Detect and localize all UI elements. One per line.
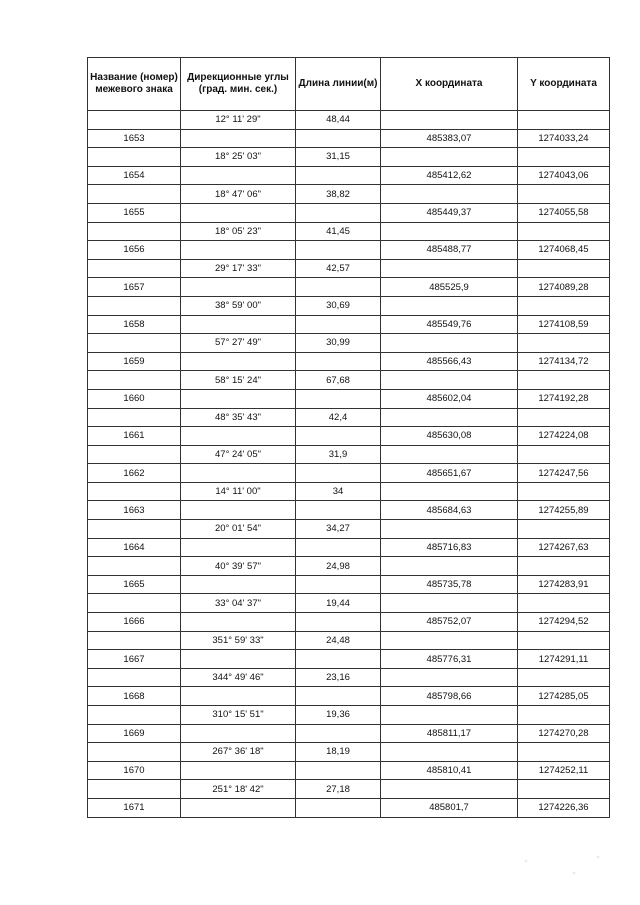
table-row xyxy=(88,148,610,167)
cell-length: 19,36 xyxy=(296,706,381,725)
cell-y: 1274291,11 xyxy=(518,650,610,669)
cell-x: 485810,41 xyxy=(381,761,518,780)
cell-name xyxy=(88,222,181,241)
cell-name: 1667 xyxy=(88,650,181,669)
cell-x: 485735,78 xyxy=(381,575,518,594)
cell-length xyxy=(296,315,381,334)
cell-name xyxy=(88,706,181,725)
cell-length: 23,16 xyxy=(296,668,381,687)
cell-length: 31,15 xyxy=(296,148,381,167)
cell-y xyxy=(518,222,610,241)
cell-length xyxy=(296,278,381,297)
cell-name: 1663 xyxy=(88,501,181,520)
cell-y: 1274255,89 xyxy=(518,501,610,520)
cell-length xyxy=(296,724,381,743)
cell-x: 485798,66 xyxy=(381,687,518,706)
cell-y xyxy=(518,780,610,799)
cell-length xyxy=(296,538,381,557)
cell-angle xyxy=(181,129,296,148)
cell-length xyxy=(296,241,381,260)
cell-y: 1274226,36 xyxy=(518,798,610,817)
table-row xyxy=(88,613,610,632)
cell-angle: 48° 35' 43" xyxy=(181,408,296,427)
cell-angle: 12° 11' 29" xyxy=(181,111,296,130)
cell-y xyxy=(518,148,610,167)
cell-x: 485412,62 xyxy=(381,166,518,185)
cell-length xyxy=(296,352,381,371)
table-row xyxy=(88,222,610,241)
cell-name xyxy=(88,111,181,130)
cell-length: 31,9 xyxy=(296,445,381,464)
cell-x: 485776,31 xyxy=(381,650,518,669)
cell-angle xyxy=(181,427,296,446)
cell-length: 67,68 xyxy=(296,371,381,390)
header-angle: Дирекционные углы (град. мин. сек.) xyxy=(181,58,296,111)
cell-x xyxy=(381,668,518,687)
cell-angle xyxy=(181,278,296,297)
table-header-row xyxy=(88,58,610,111)
cell-length: 34 xyxy=(296,482,381,501)
cell-angle: 310° 15' 51" xyxy=(181,706,296,725)
cell-name xyxy=(88,408,181,427)
cell-length: 30,99 xyxy=(296,334,381,353)
cell-x xyxy=(381,408,518,427)
cell-angle: 351° 59' 33" xyxy=(181,631,296,650)
cell-angle xyxy=(181,687,296,706)
table-row xyxy=(88,259,610,278)
cell-angle: 58° 15' 24" xyxy=(181,371,296,390)
cell-length xyxy=(296,798,381,817)
cell-length: 41,45 xyxy=(296,222,381,241)
cell-y: 1274068,45 xyxy=(518,241,610,260)
cell-x: 485811,17 xyxy=(381,724,518,743)
cell-angle: 57° 27' 49" xyxy=(181,334,296,353)
cell-x xyxy=(381,706,518,725)
cell-name: 1660 xyxy=(88,389,181,408)
cell-angle: 29° 17' 33" xyxy=(181,259,296,278)
cell-x xyxy=(381,520,518,539)
cell-length xyxy=(296,166,381,185)
cell-name: 1671 xyxy=(88,798,181,817)
cell-y xyxy=(518,706,610,725)
cell-name xyxy=(88,334,181,353)
cell-name xyxy=(88,780,181,799)
cell-y: 1274283,91 xyxy=(518,575,610,594)
cell-x xyxy=(381,222,518,241)
cell-length: 30,69 xyxy=(296,296,381,315)
cell-x xyxy=(381,594,518,613)
cell-y: 1274043,06 xyxy=(518,166,610,185)
cell-x: 485752,07 xyxy=(381,613,518,632)
table-row xyxy=(88,296,610,315)
table-row xyxy=(88,111,610,130)
cell-x xyxy=(381,371,518,390)
cell-name: 1655 xyxy=(88,203,181,222)
cell-angle xyxy=(181,315,296,334)
cell-y xyxy=(518,594,610,613)
cell-angle xyxy=(181,538,296,557)
cell-length xyxy=(296,687,381,706)
cell-length xyxy=(296,203,381,222)
cell-y xyxy=(518,334,610,353)
cell-length: 24,98 xyxy=(296,557,381,576)
cell-length: 27,18 xyxy=(296,780,381,799)
cell-y xyxy=(518,259,610,278)
cell-name xyxy=(88,185,181,204)
header-x: X координата xyxy=(381,58,518,111)
cell-y: 1274267,63 xyxy=(518,538,610,557)
cell-name xyxy=(88,743,181,762)
table-row xyxy=(88,371,610,390)
cell-angle: 20° 01' 54" xyxy=(181,520,296,539)
cell-x xyxy=(381,259,518,278)
cell-name: 1669 xyxy=(88,724,181,743)
cell-angle: 47° 24' 05" xyxy=(181,445,296,464)
cell-angle xyxy=(181,761,296,780)
cell-name xyxy=(88,668,181,687)
cell-name: 1654 xyxy=(88,166,181,185)
table-row xyxy=(88,482,610,501)
cell-name xyxy=(88,148,181,167)
cell-y: 1274055,58 xyxy=(518,203,610,222)
cell-length: 34,27 xyxy=(296,520,381,539)
table-row xyxy=(88,241,610,260)
cell-y xyxy=(518,668,610,687)
cell-x xyxy=(381,111,518,130)
cell-angle: 18° 47' 06" xyxy=(181,185,296,204)
cell-x xyxy=(381,780,518,799)
table-body xyxy=(88,111,610,818)
cell-name: 1656 xyxy=(88,241,181,260)
table-row xyxy=(88,575,610,594)
table-row xyxy=(88,706,610,725)
cell-y xyxy=(518,408,610,427)
cell-x: 485716,83 xyxy=(381,538,518,557)
table-row xyxy=(88,129,610,148)
cell-x: 485602,04 xyxy=(381,389,518,408)
cell-y: 1274270,28 xyxy=(518,724,610,743)
cell-y xyxy=(518,111,610,130)
cell-length xyxy=(296,761,381,780)
cell-length xyxy=(296,389,381,408)
cell-angle xyxy=(181,501,296,520)
cell-x: 485383,07 xyxy=(381,129,518,148)
table-row xyxy=(88,389,610,408)
cell-length xyxy=(296,427,381,446)
cell-x xyxy=(381,557,518,576)
cell-angle xyxy=(181,352,296,371)
cell-angle: 267° 36' 18" xyxy=(181,743,296,762)
cell-angle: 14° 11' 00" xyxy=(181,482,296,501)
cell-angle xyxy=(181,203,296,222)
cell-angle xyxy=(181,464,296,483)
cell-x: 485525,9 xyxy=(381,278,518,297)
table-row xyxy=(88,408,610,427)
cell-name: 1653 xyxy=(88,129,181,148)
cell-length xyxy=(296,650,381,669)
cell-name xyxy=(88,371,181,390)
table-row xyxy=(88,780,610,799)
table-row xyxy=(88,687,610,706)
cell-x: 485684,63 xyxy=(381,501,518,520)
cell-name xyxy=(88,631,181,650)
cell-angle: 33° 04' 37" xyxy=(181,594,296,613)
cell-y: 1274247,56 xyxy=(518,464,610,483)
cell-x xyxy=(381,185,518,204)
table-row xyxy=(88,315,610,334)
cell-angle: 251° 18' 42" xyxy=(181,780,296,799)
cell-x: 485549,76 xyxy=(381,315,518,334)
table-row xyxy=(88,334,610,353)
cell-name: 1668 xyxy=(88,687,181,706)
cell-x: 485801,7 xyxy=(381,798,518,817)
table-row xyxy=(88,557,610,576)
cell-x xyxy=(381,482,518,501)
cell-x: 485630,08 xyxy=(381,427,518,446)
cell-length xyxy=(296,613,381,632)
cell-x xyxy=(381,445,518,464)
cell-length: 42,57 xyxy=(296,259,381,278)
cell-name xyxy=(88,557,181,576)
cell-angle: 344° 49' 46" xyxy=(181,668,296,687)
table-row xyxy=(88,185,610,204)
cell-y: 1274108,59 xyxy=(518,315,610,334)
cell-y: 1274285,05 xyxy=(518,687,610,706)
cell-y: 1274089,28 xyxy=(518,278,610,297)
cell-angle xyxy=(181,724,296,743)
cell-angle xyxy=(181,798,296,817)
cell-x xyxy=(381,631,518,650)
cell-name: 1664 xyxy=(88,538,181,557)
header-length: Длина линии(м) xyxy=(296,58,381,111)
cell-name xyxy=(88,482,181,501)
cell-angle xyxy=(181,166,296,185)
cell-y xyxy=(518,482,610,501)
cell-y xyxy=(518,631,610,650)
table-row xyxy=(88,650,610,669)
cell-length: 19,44 xyxy=(296,594,381,613)
table-row xyxy=(88,166,610,185)
cell-name: 1666 xyxy=(88,613,181,632)
table-row xyxy=(88,668,610,687)
cell-name xyxy=(88,259,181,278)
table-row xyxy=(88,464,610,483)
cell-x: 485488,77 xyxy=(381,241,518,260)
cell-name xyxy=(88,445,181,464)
cell-name: 1662 xyxy=(88,464,181,483)
cell-x: 485449,37 xyxy=(381,203,518,222)
table-row xyxy=(88,520,610,539)
cell-x xyxy=(381,743,518,762)
cell-length: 38,82 xyxy=(296,185,381,204)
table-row xyxy=(88,724,610,743)
cell-length: 18,19 xyxy=(296,743,381,762)
cell-name: 1665 xyxy=(88,575,181,594)
table-row xyxy=(88,278,610,297)
cell-angle: 18° 25' 03" xyxy=(181,148,296,167)
boundary-coordinates-table xyxy=(87,57,610,818)
cell-name: 1659 xyxy=(88,352,181,371)
cell-length xyxy=(296,501,381,520)
cell-length: 24,48 xyxy=(296,631,381,650)
cell-length: 48,44 xyxy=(296,111,381,130)
cell-angle xyxy=(181,575,296,594)
cell-name: 1670 xyxy=(88,761,181,780)
cell-y xyxy=(518,296,610,315)
cell-length xyxy=(296,575,381,594)
cell-y xyxy=(518,371,610,390)
cell-x xyxy=(381,148,518,167)
cell-length: 42,4 xyxy=(296,408,381,427)
cell-y xyxy=(518,557,610,576)
cell-y xyxy=(518,185,610,204)
cell-length xyxy=(296,129,381,148)
table-row xyxy=(88,798,610,817)
cell-y: 1274033,24 xyxy=(518,129,610,148)
cell-angle: 38° 59' 00" xyxy=(181,296,296,315)
header-name: Название (номер) межевого знака xyxy=(88,58,181,111)
cell-angle xyxy=(181,241,296,260)
table-row xyxy=(88,427,610,446)
table-row xyxy=(88,501,610,520)
cell-x xyxy=(381,296,518,315)
cell-name xyxy=(88,296,181,315)
table-row xyxy=(88,538,610,557)
cell-y xyxy=(518,520,610,539)
cell-name: 1661 xyxy=(88,427,181,446)
table-row xyxy=(88,761,610,780)
cell-angle xyxy=(181,613,296,632)
cell-y: 1274134,72 xyxy=(518,352,610,371)
cell-angle xyxy=(181,389,296,408)
cell-length xyxy=(296,464,381,483)
table-row xyxy=(88,594,610,613)
table-row xyxy=(88,631,610,650)
cell-y: 1274192,28 xyxy=(518,389,610,408)
cell-angle: 18° 05' 23" xyxy=(181,222,296,241)
cell-name: 1657 xyxy=(88,278,181,297)
table-row xyxy=(88,445,610,464)
cell-name xyxy=(88,520,181,539)
scan-noise xyxy=(502,845,622,885)
cell-name: 1658 xyxy=(88,315,181,334)
cell-y xyxy=(518,445,610,464)
header-y: Y координата xyxy=(518,58,610,111)
cell-angle: 40° 39' 57" xyxy=(181,557,296,576)
table-row xyxy=(88,203,610,222)
cell-y xyxy=(518,743,610,762)
cell-y: 1274224,08 xyxy=(518,427,610,446)
table-row xyxy=(88,352,610,371)
cell-y: 1274252,11 xyxy=(518,761,610,780)
cell-x xyxy=(381,334,518,353)
table-row xyxy=(88,743,610,762)
cell-x: 485651,67 xyxy=(381,464,518,483)
cell-y: 1274294,52 xyxy=(518,613,610,632)
cell-x: 485566,43 xyxy=(381,352,518,371)
cell-name xyxy=(88,594,181,613)
cell-angle xyxy=(181,650,296,669)
